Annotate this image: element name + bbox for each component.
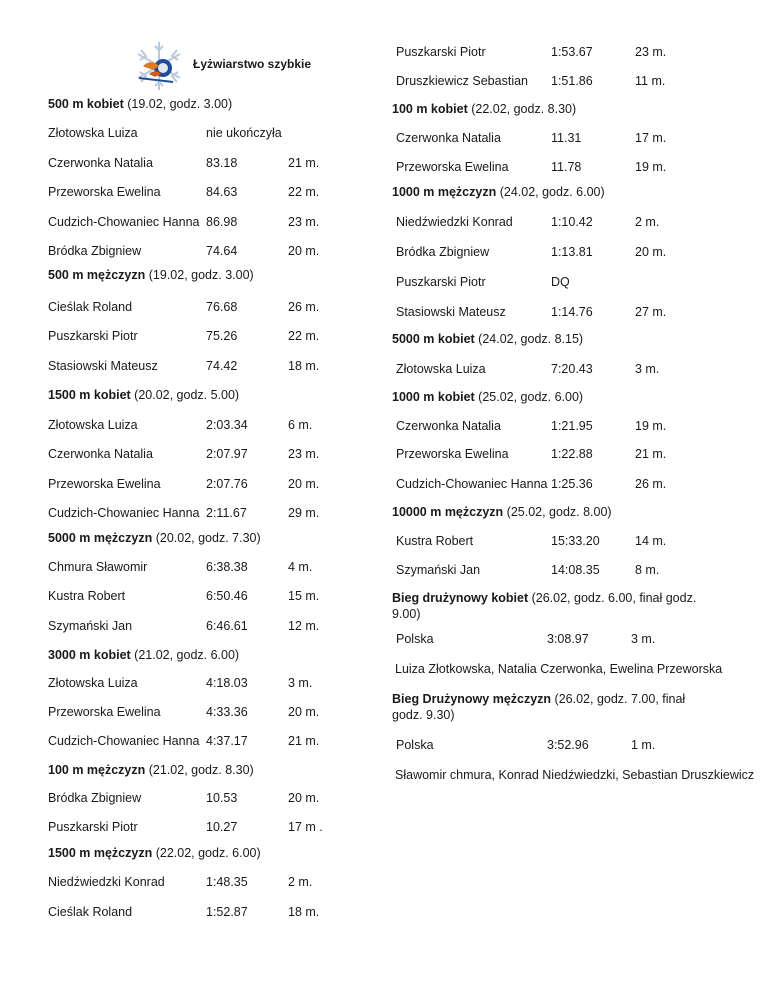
section-title-date: (20.02, godz. 7.30) <box>152 531 261 545</box>
athlete-name: Bródka Zbigniew <box>48 244 142 258</box>
section-title-bold: 500 m mężczyzn <box>48 268 146 282</box>
section-title <box>48 96 232 112</box>
result-place: 18 m. <box>288 359 320 373</box>
athlete-name: Polska <box>396 632 434 646</box>
athlete-name: Cudzich-Chowaniec Hanna <box>48 734 200 748</box>
section-title-bold: 100 m mężczyzn <box>48 763 146 777</box>
athlete-name: Złotowska Luiza <box>48 676 138 690</box>
section-title <box>48 387 239 403</box>
result-place: 22 m. <box>288 185 320 199</box>
athlete-name: Kustra Robert <box>396 534 474 548</box>
result-place: 23 m. <box>288 215 320 229</box>
result-time: 1:51.86 <box>551 74 593 88</box>
result-time: 6:38.38 <box>206 560 248 574</box>
result-time: 10.27 <box>206 820 238 834</box>
athlete-name: Druszkiewicz Sebastian <box>396 74 528 88</box>
result-time: 86.98 <box>206 215 238 229</box>
athlete-name: Cudzich-Chowaniec Hanna <box>48 506 200 520</box>
result-place: 27 m. <box>635 305 667 319</box>
result-place: 11 m. <box>635 74 666 88</box>
result-time: 15:33.20 <box>551 534 600 548</box>
athlete-name: Przeworska Ewelina <box>48 477 161 491</box>
result-time: 1:48.35 <box>206 875 248 889</box>
section-title-bold: 500 m kobiet <box>48 97 124 111</box>
athlete-name: Przeworska Ewelina <box>48 705 161 719</box>
result-time: 4:18.03 <box>206 676 248 690</box>
athlete-name: Złotowska Luiza <box>396 362 486 376</box>
athlete-name: Cieślak Roland <box>48 300 133 314</box>
result-place: 20 m. <box>288 791 320 805</box>
athlete-name: Czerwonka Natalia <box>48 447 153 461</box>
result-place: 21 m. <box>288 734 320 748</box>
result-time: 75.26 <box>206 329 238 343</box>
section-title-bold: Bieg drużynowy kobiet <box>392 591 529 605</box>
section-title-bold: 1000 m kobiet <box>392 390 475 404</box>
result-time: 4:33.36 <box>206 705 248 719</box>
result-place: 18 m. <box>288 905 320 919</box>
athlete-name: Puszkarski Piotr <box>48 329 138 343</box>
section-title <box>48 762 254 778</box>
section-title-date: (25.02, godz. 8.00) <box>503 505 612 519</box>
athlete-name: Stasiowski Mateusz <box>48 359 158 373</box>
result-time: 1:10.42 <box>551 215 593 229</box>
result-time: 6:50.46 <box>206 589 248 603</box>
section-title <box>392 389 583 405</box>
section-title-bold: 1000 m mężczyzn <box>392 185 497 199</box>
athlete-name: Stasiowski Mateusz <box>396 305 506 319</box>
athlete-name: Złotowska Luiza <box>48 418 138 432</box>
result-place: 14 m. <box>635 534 667 548</box>
section-title-date: (21.02, godz. 8.30) <box>145 763 254 777</box>
result-time: 10.53 <box>206 791 238 805</box>
section-title-bold: Bieg Drużynowy mężczyzn <box>392 692 552 706</box>
result-time: 1:52.87 <box>206 905 248 919</box>
result-place: 20 m. <box>635 245 667 259</box>
section-title <box>392 691 712 723</box>
result-time: 74.64 <box>206 244 238 258</box>
athlete-name: Chmura Sławomir <box>48 560 148 574</box>
athlete-name: Czerwonka Natalia <box>396 131 501 145</box>
result-place: 15 m. <box>288 589 320 603</box>
section-title-date: (25.02, godz. 6.00) <box>474 390 584 404</box>
section-title-bold: 5000 m kobiet <box>392 332 475 346</box>
result-time: 2:07.97 <box>206 447 248 461</box>
section-title-date: (22.02, godz. 8.30) <box>467 102 577 116</box>
discipline-title: Łyżwiarstwo szybkie <box>193 57 312 71</box>
result-time: DQ <box>551 275 570 289</box>
athlete-name: Puszkarski Piotr <box>396 45 486 59</box>
team-members: Luiza Złotkowska, Natalia Czerwonka, Ewelina Przeworska <box>395 662 723 676</box>
result-place: 19 m. <box>635 419 667 433</box>
result-place: 20 m. <box>288 244 320 258</box>
result-time: 1:25.36 <box>551 477 593 491</box>
athlete-name: Cudzich-Chowaniec Hanna <box>396 477 548 491</box>
section-title <box>48 845 261 861</box>
result-time: 4:37.17 <box>206 734 248 748</box>
section-title-date: (24.02, godz. 6.00) <box>496 185 605 199</box>
section-title-bold: 1500 m kobiet <box>48 388 131 402</box>
section-title-date: (22.02, godz. 6.00) <box>152 846 261 860</box>
section-title-date: (20.02, godz. 5.00) <box>130 388 240 402</box>
result-place: 2 m. <box>635 215 660 229</box>
section-title <box>392 101 576 117</box>
result-time: 7:20.43 <box>551 362 593 376</box>
team-members: Sławomir chmura, Konrad Niedźwiedzki, Sebastian Druszkiewicz <box>395 768 755 782</box>
section-title-date: (19.02, godz. 3.00) <box>123 97 233 111</box>
athlete-name: Przeworska Ewelina <box>48 185 161 199</box>
section-title <box>48 530 261 546</box>
result-time: 14:08.35 <box>551 563 600 577</box>
result-place: 1 m. <box>631 738 656 752</box>
athlete-name: Bródka Zbigniew <box>48 791 142 805</box>
result-place: 12 m. <box>288 619 320 633</box>
athlete-name: Kustra Robert <box>48 589 126 603</box>
result-time: 1:13.81 <box>551 245 593 259</box>
result-place: 3 m. <box>288 676 313 690</box>
result-place: 23 m. <box>288 447 320 461</box>
athlete-name: Szymański Jan <box>396 563 481 577</box>
section-title <box>392 504 612 520</box>
result-place: 2 m. <box>288 875 313 889</box>
result-time: 3:08.97 <box>547 632 589 646</box>
result-place: 26 m. <box>288 300 320 314</box>
result-time: nie ukończyła <box>206 126 282 140</box>
section-title <box>392 331 583 347</box>
result-place: 3 m. <box>631 632 656 646</box>
section-title-date: (21.02, godz. 6.00) <box>130 648 240 662</box>
athlete-name: Złotowska Luiza <box>48 126 138 140</box>
result-place: 20 m. <box>288 477 320 491</box>
result-time: 2:07.76 <box>206 477 248 491</box>
athlete-name: Przeworska Ewelina <box>396 160 509 174</box>
result-time: 1:53.67 <box>551 45 593 59</box>
result-time: 1:22.88 <box>551 447 593 461</box>
section-title-date: (26.02, godz. 7.00, finał godz. 9.30) <box>392 692 686 722</box>
section-title-bold: 100 m kobiet <box>392 102 468 116</box>
result-place: 8 m. <box>635 563 660 577</box>
section-title <box>392 590 712 622</box>
section-title-date: (26.02, godz. 6.00, finał godz. 9.00) <box>392 591 697 621</box>
section-title <box>48 647 239 663</box>
result-time: 74.42 <box>206 359 238 373</box>
result-place: 3 m. <box>635 362 660 376</box>
athlete-name: Cudzich-Chowaniec Hanna <box>48 215 200 229</box>
result-place: 23 m. <box>635 45 667 59</box>
athlete-name: Polska <box>396 738 434 752</box>
section-title-bold: 1500 m mężczyzn <box>48 846 153 860</box>
speed-skater-logo-icon <box>133 40 185 92</box>
result-time: 11.78 <box>551 160 582 174</box>
result-time: 2:03.34 <box>206 418 248 432</box>
result-time: 11.31 <box>551 131 582 145</box>
result-place: 20 m. <box>288 705 320 719</box>
result-time: 2:11.67 <box>206 506 247 520</box>
result-place: 21 m. <box>635 447 667 461</box>
result-time: 6:46.61 <box>206 619 248 633</box>
athlete-name: Czerwonka Natalia <box>48 156 153 170</box>
athlete-name: Puszkarski Piotr <box>48 820 138 834</box>
section-title-date: (24.02, godz. 8.15) <box>474 332 584 346</box>
result-place: 21 m. <box>288 156 320 170</box>
athlete-name: Cieślak Roland <box>48 905 133 919</box>
section-title <box>392 184 605 200</box>
athlete-name: Niedźwiedzki Konrad <box>48 875 165 889</box>
athlete-name: Niedźwiedzki Konrad <box>396 215 513 229</box>
result-time: 76.68 <box>206 300 238 314</box>
result-place: 29 m. <box>288 506 320 520</box>
result-time: 1:21.95 <box>551 419 593 433</box>
result-place: 26 m. <box>635 477 667 491</box>
athlete-name: Puszkarski Piotr <box>396 275 486 289</box>
result-time: 83.18 <box>206 156 238 170</box>
athlete-name: Czerwonka Natalia <box>396 419 501 433</box>
result-place: 22 m. <box>288 329 320 343</box>
athlete-name: Szymański Jan <box>48 619 133 633</box>
athlete-name: Przeworska Ewelina <box>396 447 509 461</box>
section-title-bold: 5000 m mężczyzn <box>48 531 153 545</box>
result-place: 19 m. <box>635 160 667 174</box>
result-place: 17 m. <box>635 131 667 145</box>
result-time: 3:52.96 <box>547 738 589 752</box>
result-time: 1:14.76 <box>551 305 593 319</box>
result-place: 6 m. <box>288 418 313 432</box>
section-title <box>48 267 254 283</box>
section-title-bold: 3000 m kobiet <box>48 648 131 662</box>
athlete-name: Bródka Zbigniew <box>396 245 490 259</box>
section-title-bold: 10000 m mężczyzn <box>392 505 504 519</box>
result-place: 4 m. <box>288 560 313 574</box>
section-title-date: (19.02, godz. 3.00) <box>145 268 254 282</box>
result-place: 17 m . <box>288 820 323 834</box>
result-time: 84.63 <box>206 185 238 199</box>
